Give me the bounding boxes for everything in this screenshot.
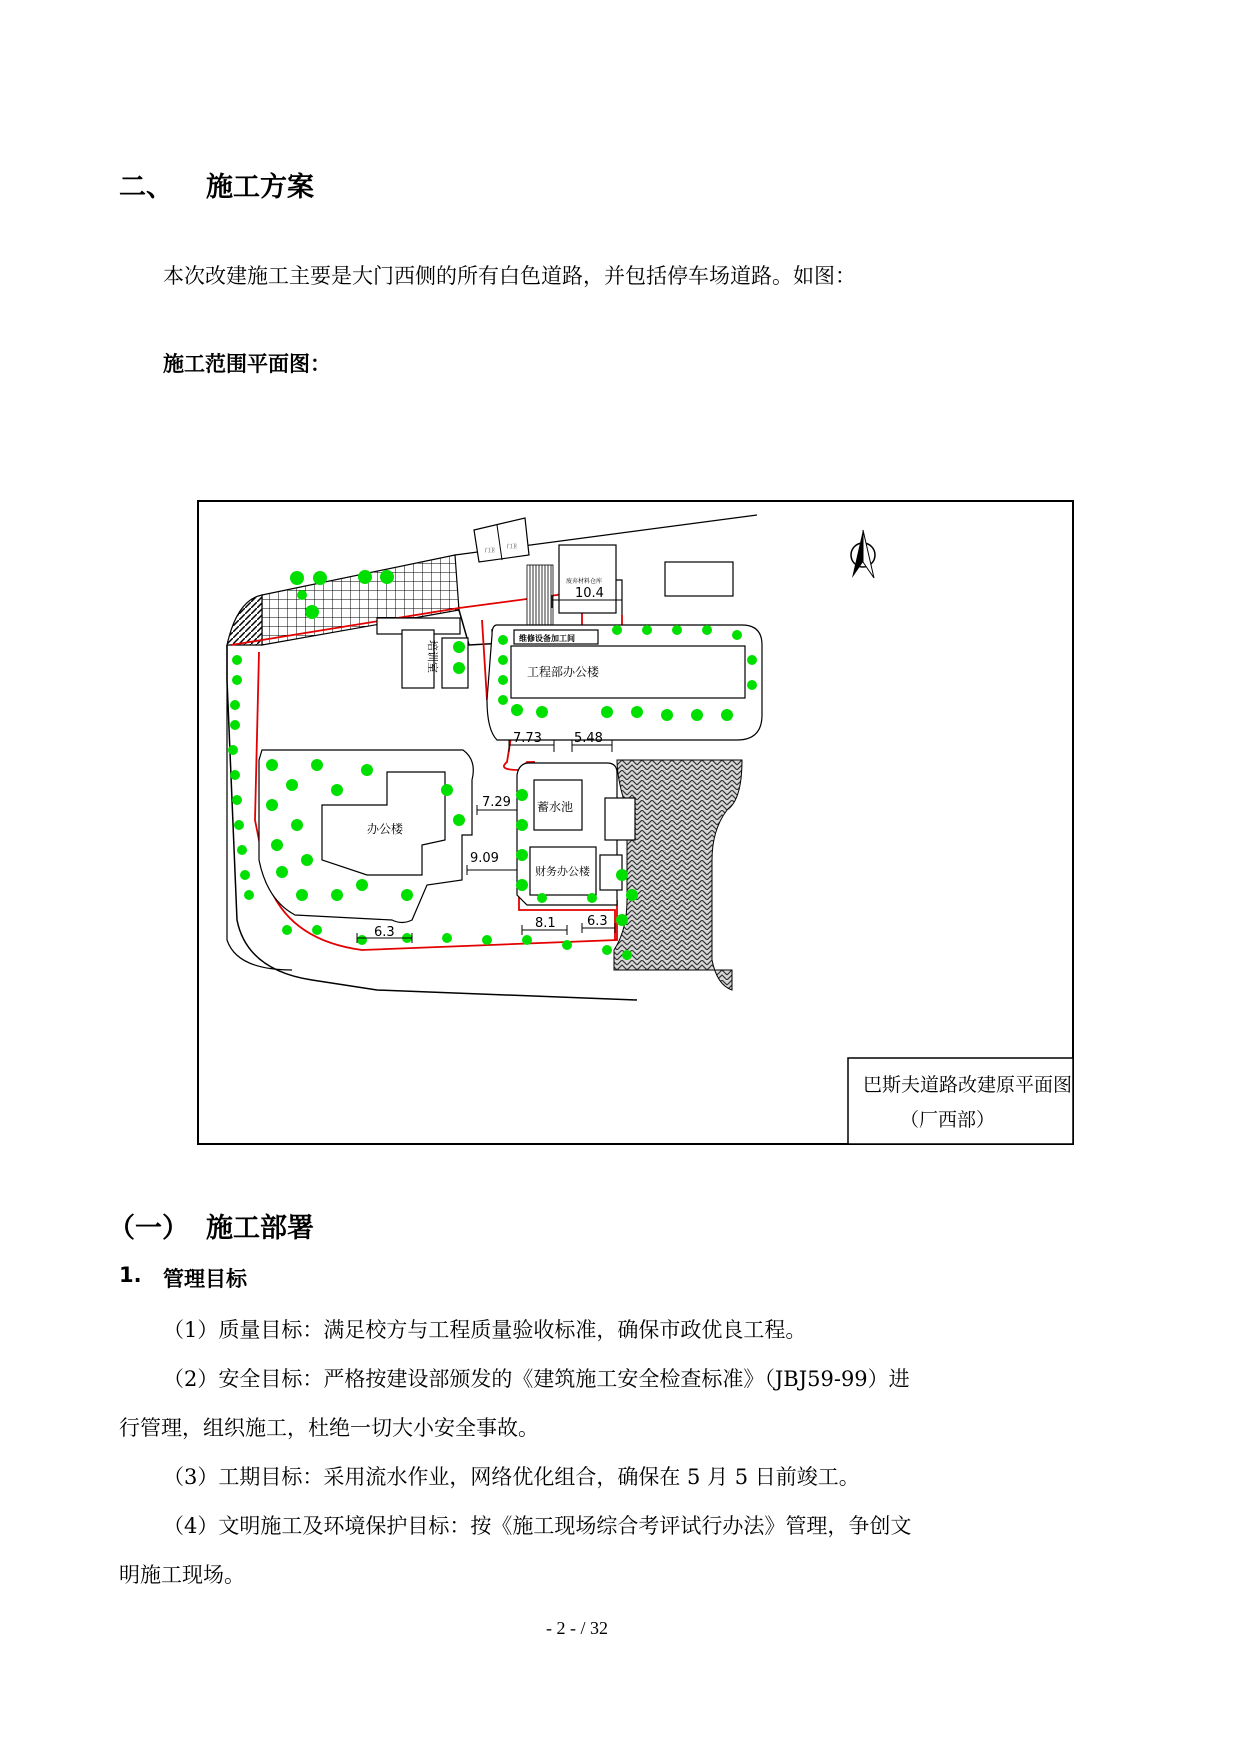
intro-paragraph: 本次改建施工主要是大门西侧的所有白色道路，并包括停车场道路。如图： (163, 264, 856, 288)
dim-3: 5.48 (574, 731, 603, 746)
dim-6: 8.1 (535, 916, 556, 931)
dim-8: 6.3 (374, 925, 395, 940)
finance-label: 财务办公楼 (535, 865, 590, 878)
plan-subtitle: （厂西部） (900, 1109, 996, 1131)
site-plan-figure (197, 500, 1074, 1145)
gate-a-label: 门卫 (485, 548, 496, 554)
goal-schedule: （3）工期目标：采用流水作业，网络优化组合，确保在 5 月 5 日前竣工。 (163, 1465, 860, 1489)
section-title: 施工方案 (206, 172, 314, 203)
small-structure (665, 562, 733, 596)
section-number: 二、 (119, 172, 173, 203)
subsection-title: 施工部署 (206, 1213, 314, 1244)
goal-safety-line1: （2）安全目标：严格按建设部颁发的《建筑施工安全检查标准》（JBJ59-99）进 (163, 1367, 910, 1391)
figure-caption: 施工范围平面图： (163, 352, 331, 376)
goal-environment-line2: 明施工现场。 (119, 1563, 245, 1587)
dim-2: 7.73 (513, 731, 542, 746)
parking-stripes (527, 565, 553, 625)
maintenance-label: 维修设备加工间 (519, 634, 575, 643)
item1-title: 管理目标 (163, 1267, 247, 1291)
gate-b-label: 门卫 (507, 544, 518, 550)
training-label: 培训室 (426, 640, 439, 673)
dim-4: 7.29 (482, 795, 511, 810)
goal-quality: （1）质量目标：满足校方与工程质量验收标准，确保市政优良工程。 (163, 1318, 807, 1342)
goal-safety-line2: 行管理，组织施工，杜绝一切大小安全事故。 (119, 1416, 539, 1440)
subsection-number: （一） (108, 1213, 189, 1244)
plan-title: 巴斯夫道路改建原平面图 (863, 1074, 1073, 1096)
plan-title-block (848, 1058, 1073, 1144)
reservoir-label: 蓄水池 (537, 800, 574, 814)
dim-7: 6.3 (587, 914, 608, 929)
office-label: 办公楼 (367, 822, 404, 836)
goal-environment-line1: （4）文明施工及环境保护目标：按《施工现场综合考评试行办法》管理，争创文 (163, 1514, 912, 1538)
dim-1: 10.4 (575, 586, 604, 601)
dim-5: 9.09 (470, 851, 499, 866)
page-number: - 2 - / 32 (546, 1618, 608, 1638)
warehouse-label: 废弃材料仓库 (566, 578, 603, 585)
item1-number: 1. (119, 1263, 142, 1287)
engineering-label: 工程部办公楼 (527, 665, 600, 679)
